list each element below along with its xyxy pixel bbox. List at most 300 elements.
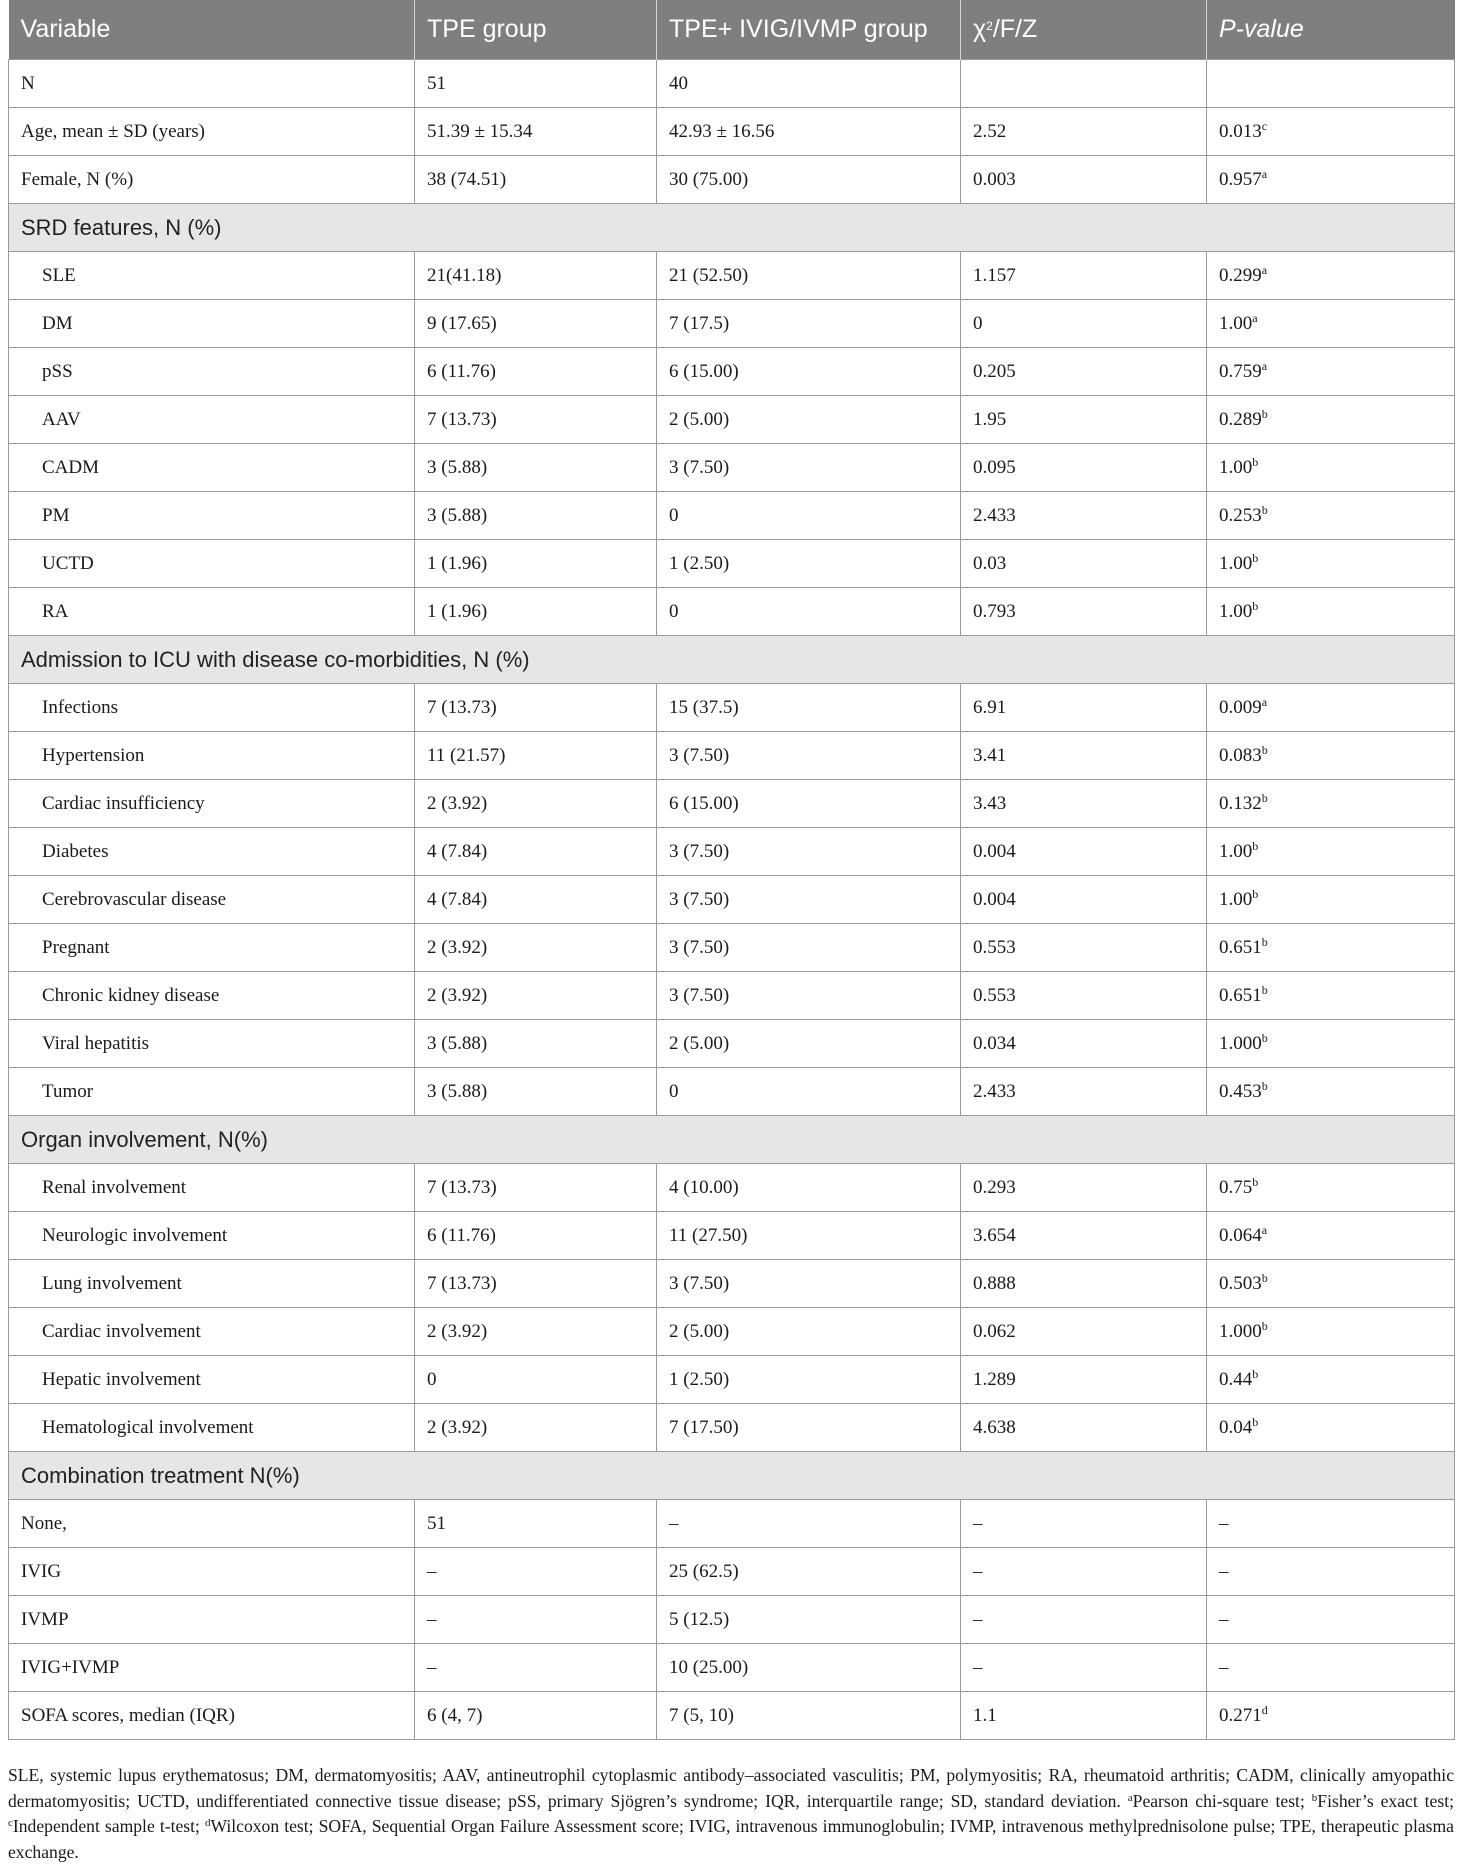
p-value-superscript: b xyxy=(1261,1030,1268,1045)
cell-p-value xyxy=(1207,1596,1455,1644)
cell-statistic xyxy=(961,444,1207,492)
section-label: Organ involvement, N(%) xyxy=(9,1116,1455,1164)
table-footnote xyxy=(8,1763,1454,1865)
cell-variable xyxy=(9,1404,415,1452)
cell-p-value-text: 1.000 xyxy=(1219,1032,1262,1054)
cell-tpe-ivig-text: 3 (7.50) xyxy=(669,936,730,958)
cell-tpe-ivig-text: 25 (62.5) xyxy=(669,1560,739,1582)
cell-p-value-text: 0.009 xyxy=(1219,696,1262,718)
cell-p-value xyxy=(1207,1404,1455,1452)
p-value-superscript: a xyxy=(1261,262,1268,277)
cell-statistic xyxy=(961,348,1207,396)
cell-variable xyxy=(9,1212,415,1260)
cell-tpe xyxy=(415,348,657,396)
cell-tpe-ivig xyxy=(657,156,961,204)
cell-statistic-text: 2.52 xyxy=(973,120,1007,142)
cell-variable-text: RA xyxy=(42,600,69,622)
cell-variable-text: Cerebrovascular disease xyxy=(42,888,227,910)
cell-statistic-text: 3.654 xyxy=(973,1224,1016,1246)
cell-p-value xyxy=(1207,1692,1455,1740)
cell-tpe-ivig xyxy=(657,1548,961,1596)
cell-variable-text: Lung involvement xyxy=(42,1272,182,1294)
cell-tpe-text: 7 (13.73) xyxy=(427,696,497,718)
table-row xyxy=(9,1644,1455,1692)
cell-tpe xyxy=(415,1308,657,1356)
p-value-superscript: b xyxy=(1261,1318,1268,1333)
cell-tpe xyxy=(415,1356,657,1404)
cell-p-value xyxy=(1207,1164,1455,1212)
table-body xyxy=(9,60,1455,1740)
cell-p-value xyxy=(1207,1020,1455,1068)
cell-p-value-text: 0.04 xyxy=(1219,1416,1253,1438)
cell-tpe-ivig xyxy=(657,300,961,348)
footnote-mark-d: d xyxy=(204,1817,211,1829)
cell-tpe-ivig-text: 42.93 ± 16.56 xyxy=(669,120,775,142)
table-row xyxy=(9,1308,1455,1356)
cell-p-value-text: 0.759 xyxy=(1219,360,1262,382)
cell-tpe-ivig xyxy=(657,588,961,636)
cell-tpe-ivig-text: 5 (12.5) xyxy=(669,1608,730,1630)
cell-p-value xyxy=(1207,540,1455,588)
cell-tpe-text: 2 (3.92) xyxy=(427,984,488,1006)
footnote-mark-a: a xyxy=(1127,1791,1133,1804)
cell-statistic-text: 0.062 xyxy=(973,1320,1016,1342)
cell-tpe-text: 2 (3.92) xyxy=(427,936,488,958)
cell-statistic xyxy=(961,588,1207,636)
cell-tpe xyxy=(415,60,657,108)
header-p-value: P-value xyxy=(1207,0,1455,60)
table-row xyxy=(9,876,1455,924)
cell-variable-text: IVMP xyxy=(21,1608,69,1630)
cell-variable-text: Viral hepatitis xyxy=(42,1032,150,1054)
cell-variable xyxy=(9,252,415,300)
cell-variable-text: Tumor xyxy=(42,1080,94,1102)
cell-p-value-text: 0.083 xyxy=(1219,744,1262,766)
cell-tpe-ivig xyxy=(657,1692,961,1740)
cell-statistic xyxy=(961,1212,1207,1260)
cell-tpe xyxy=(415,156,657,204)
cell-tpe-ivig-text: 1 (2.50) xyxy=(669,1368,730,1390)
cell-tpe-ivig xyxy=(657,1068,961,1116)
cell-variable xyxy=(9,972,415,1020)
cell-variable xyxy=(9,1692,415,1740)
cell-tpe xyxy=(415,1164,657,1212)
cell-p-value xyxy=(1207,1068,1455,1116)
table-row xyxy=(9,1260,1455,1308)
cell-p-value-text: 0.44 xyxy=(1219,1368,1253,1390)
table-row xyxy=(9,1164,1455,1212)
cell-variable xyxy=(9,1164,415,1212)
cell-tpe-text: – xyxy=(427,1656,437,1678)
cell-statistic-text: 2.433 xyxy=(973,1080,1016,1102)
section-label: Admission to ICU with disease co-morbidities, N (%) xyxy=(9,636,1455,684)
p-value-superscript: a xyxy=(1252,310,1258,325)
cell-statistic-text: 3.43 xyxy=(973,792,1007,814)
header-variable: Variable xyxy=(9,0,415,60)
data-table-container xyxy=(8,0,1454,1740)
p-value-superscript: b xyxy=(1252,886,1259,901)
cell-p-value xyxy=(1207,396,1455,444)
cell-tpe-ivig xyxy=(657,1212,961,1260)
cell-tpe-ivig-text: 0 xyxy=(669,600,679,622)
cell-tpe-ivig-text: – xyxy=(669,1512,679,1534)
cell-variable-text: N xyxy=(21,72,35,94)
cell-variable xyxy=(9,108,415,156)
cell-statistic xyxy=(961,60,1207,108)
cell-tpe-text: 51 xyxy=(427,72,446,94)
cell-statistic-text: 0 xyxy=(973,312,983,334)
cell-statistic xyxy=(961,924,1207,972)
p-value-superscript: c xyxy=(1261,118,1268,133)
cell-statistic xyxy=(961,1164,1207,1212)
cell-statistic xyxy=(961,1308,1207,1356)
cell-p-value-text: 0.289 xyxy=(1219,408,1262,430)
cell-statistic xyxy=(961,492,1207,540)
comparison-table xyxy=(8,0,1455,1740)
cell-variable-text: Hepatic involvement xyxy=(42,1368,201,1390)
table-row xyxy=(9,1548,1455,1596)
cell-tpe-ivig xyxy=(657,396,961,444)
cell-tpe-ivig-text: 7 (5, 10) xyxy=(669,1704,734,1726)
cell-variable-text: Renal involvement xyxy=(42,1176,187,1198)
cell-tpe-ivig xyxy=(657,60,961,108)
cell-statistic-text: 1.1 xyxy=(973,1704,997,1726)
section-header-row xyxy=(9,636,1455,684)
cell-tpe-ivig xyxy=(657,828,961,876)
cell-tpe-text: 6 (11.76) xyxy=(427,360,496,382)
cell-variable-text: Female, N (%) xyxy=(21,168,134,190)
header-tpe-ivig-group: TPE+ IVIG/IVMP group xyxy=(657,0,961,60)
cell-p-value xyxy=(1207,1212,1455,1260)
cell-tpe-ivig xyxy=(657,1644,961,1692)
cell-variable xyxy=(9,1644,415,1692)
cell-variable xyxy=(9,1548,415,1596)
cell-variable xyxy=(9,828,415,876)
cell-tpe-text: 21(41.18) xyxy=(427,264,502,286)
p-value-superscript: b xyxy=(1261,742,1268,757)
cell-tpe-ivig-text: 2 (5.00) xyxy=(669,1320,730,1342)
p-value-superscript: b xyxy=(1252,1366,1259,1381)
cell-tpe-text: 2 (3.92) xyxy=(427,1320,488,1342)
section-label: SRD features, N (%) xyxy=(9,204,1455,252)
cell-p-value-text: 1.00 xyxy=(1219,840,1253,862)
cell-tpe xyxy=(415,1548,657,1596)
cell-tpe-text: 7 (13.73) xyxy=(427,1176,497,1198)
cell-statistic xyxy=(961,540,1207,588)
cell-variable xyxy=(9,1356,415,1404)
cell-tpe-text: 6 (4, 7) xyxy=(427,1704,483,1726)
p-value-superscript: b xyxy=(1252,838,1259,853)
table-header-row xyxy=(9,0,1455,60)
cell-statistic xyxy=(961,1356,1207,1404)
cell-tpe-text: 51.39 ± 15.34 xyxy=(427,120,533,142)
cell-tpe-ivig xyxy=(657,492,961,540)
cell-tpe-ivig xyxy=(657,780,961,828)
cell-tpe-ivig xyxy=(657,876,961,924)
cell-statistic xyxy=(961,876,1207,924)
cell-variable xyxy=(9,684,415,732)
cell-tpe-ivig xyxy=(657,1500,961,1548)
cell-variable-text: Neurologic involvement xyxy=(42,1224,228,1246)
cell-p-value-text: 0.503 xyxy=(1219,1272,1262,1294)
cell-p-value-text: – xyxy=(1219,1560,1229,1582)
cell-variable-text: CADM xyxy=(42,456,100,478)
cell-tpe-ivig xyxy=(657,108,961,156)
cell-statistic xyxy=(961,108,1207,156)
cell-statistic xyxy=(961,396,1207,444)
cell-tpe-text: 4 (7.84) xyxy=(427,888,488,910)
p-value-superscript: b xyxy=(1252,550,1259,565)
cell-p-value-text: 1.00 xyxy=(1219,600,1253,622)
p-value-superscript: b xyxy=(1261,1078,1268,1093)
cell-variable-text: Cardiac involvement xyxy=(42,1320,201,1342)
p-value-superscript: d xyxy=(1261,1702,1268,1717)
cell-p-value-text: 1.00 xyxy=(1219,312,1253,334)
table-row xyxy=(9,492,1455,540)
cell-tpe xyxy=(415,252,657,300)
cell-variable xyxy=(9,396,415,444)
table-row xyxy=(9,684,1455,732)
cell-tpe-text: 9 (17.65) xyxy=(427,312,497,334)
cell-p-value xyxy=(1207,60,1455,108)
cell-tpe-ivig-text: 11 (27.50) xyxy=(669,1224,748,1246)
cell-tpe-ivig-text: 3 (7.50) xyxy=(669,456,730,478)
cell-variable xyxy=(9,924,415,972)
cell-p-value xyxy=(1207,828,1455,876)
table-row xyxy=(9,1020,1455,1068)
cell-variable-text: SLE xyxy=(42,264,76,286)
cell-tpe-ivig xyxy=(657,732,961,780)
cell-tpe-text: 11 (21.57) xyxy=(427,744,506,766)
table-row xyxy=(9,156,1455,204)
cell-tpe-ivig xyxy=(657,1356,961,1404)
p-value-superscript: b xyxy=(1252,598,1259,613)
table-row xyxy=(9,252,1455,300)
table-row xyxy=(9,1356,1455,1404)
cell-statistic-text: 1.157 xyxy=(973,264,1016,286)
cell-tpe-ivig-text: 4 (10.00) xyxy=(669,1176,739,1198)
p-value-superscript: a xyxy=(1261,358,1268,373)
section-label: Combination treatment N(%) xyxy=(9,1452,1455,1500)
cell-variable-text: pSS xyxy=(42,360,73,382)
cell-variable-text: DM xyxy=(42,312,73,334)
cell-p-value-text: 0.75 xyxy=(1219,1176,1253,1198)
cell-tpe-text: 7 (13.73) xyxy=(427,1272,497,1294)
cell-tpe-text: 3 (5.88) xyxy=(427,504,488,526)
table-row xyxy=(9,1500,1455,1548)
cell-tpe-ivig xyxy=(657,1020,961,1068)
cell-tpe xyxy=(415,828,657,876)
section-header-row xyxy=(9,1452,1455,1500)
cell-p-value-text: 0.651 xyxy=(1219,936,1262,958)
cell-p-value-text: 0.013 xyxy=(1219,120,1262,142)
cell-p-value xyxy=(1207,444,1455,492)
cell-statistic-text: 0.553 xyxy=(973,936,1016,958)
cell-p-value-text: 1.00 xyxy=(1219,456,1253,478)
cell-tpe-text: 2 (3.92) xyxy=(427,1416,488,1438)
cell-p-value xyxy=(1207,300,1455,348)
cell-tpe-ivig-text: 21 (52.50) xyxy=(669,264,749,286)
cell-tpe-ivig-text: 2 (5.00) xyxy=(669,1032,730,1054)
cell-p-value xyxy=(1207,732,1455,780)
cell-p-value xyxy=(1207,684,1455,732)
cell-p-value-text: 0.957 xyxy=(1219,168,1262,190)
cell-tpe-ivig xyxy=(657,252,961,300)
cell-tpe-ivig-text: 7 (17.5) xyxy=(669,312,730,334)
cell-variable-text: AAV xyxy=(42,408,81,430)
cell-tpe-ivig xyxy=(657,540,961,588)
cell-tpe-ivig xyxy=(657,1164,961,1212)
cell-statistic-text: 4.638 xyxy=(973,1416,1016,1438)
cell-statistic xyxy=(961,1404,1207,1452)
section-header-row xyxy=(9,1116,1455,1164)
cell-statistic xyxy=(961,252,1207,300)
cell-statistic-text: 0.793 xyxy=(973,600,1016,622)
table-row xyxy=(9,348,1455,396)
table-row xyxy=(9,1692,1455,1740)
table-row xyxy=(9,1596,1455,1644)
p-value-superscript: a xyxy=(1261,166,1268,181)
cell-p-value xyxy=(1207,780,1455,828)
table-row xyxy=(9,1212,1455,1260)
cell-p-value xyxy=(1207,588,1455,636)
cell-tpe-ivig-text: 0 xyxy=(669,504,679,526)
cell-tpe-ivig xyxy=(657,1404,961,1452)
cell-p-value xyxy=(1207,348,1455,396)
cell-tpe-ivig-text: 0 xyxy=(669,1080,679,1102)
cell-tpe xyxy=(415,300,657,348)
cell-tpe-ivig-text: 3 (7.50) xyxy=(669,1272,730,1294)
cell-variable-text: Diabetes xyxy=(42,840,109,862)
p-value-superscript: b xyxy=(1261,790,1268,805)
cell-variable-text: SOFA scores, median (IQR) xyxy=(21,1704,235,1726)
cell-statistic xyxy=(961,1020,1207,1068)
cell-variable xyxy=(9,1500,415,1548)
cell-statistic xyxy=(961,1692,1207,1740)
cell-statistic xyxy=(961,1644,1207,1692)
p-value-superscript: a xyxy=(1261,694,1268,709)
cell-tpe-ivig-text: 15 (37.5) xyxy=(669,696,739,718)
cell-p-value-text: 0.064 xyxy=(1219,1224,1262,1246)
cell-tpe-ivig-text: 30 (75.00) xyxy=(669,168,749,190)
footnote-mark-b: b xyxy=(1311,1791,1318,1804)
cell-tpe xyxy=(415,1212,657,1260)
cell-p-value xyxy=(1207,924,1455,972)
cell-tpe xyxy=(415,1596,657,1644)
footnote-text-d: Wilcoxon test; SOFA, Sequential Organ Failure Assessment score; IVIG, intravenous immunoglobulin; IVMP, intravenous methylprednisolone pulse; TPE, therapeutic plasma exchange. xyxy=(8,1816,1454,1862)
cell-p-value xyxy=(1207,1308,1455,1356)
section-header-row xyxy=(9,204,1455,252)
footnote-text-a: Pearson chi-square test; xyxy=(1132,1790,1312,1811)
cell-statistic-text: 0.003 xyxy=(973,168,1016,190)
cell-statistic-text: 0.03 xyxy=(973,552,1007,574)
cell-variable xyxy=(9,1308,415,1356)
cell-tpe-ivig xyxy=(657,1260,961,1308)
cell-variable xyxy=(9,1068,415,1116)
cell-tpe-ivig-text: 3 (7.50) xyxy=(669,840,730,862)
cell-variable-text: IVIG xyxy=(21,1560,62,1582)
cell-p-value-text: 0.453 xyxy=(1219,1080,1262,1102)
table-row xyxy=(9,780,1455,828)
cell-tpe-ivig-text: 1 (2.50) xyxy=(669,552,730,574)
cell-variable xyxy=(9,156,415,204)
cell-variable xyxy=(9,348,415,396)
cell-tpe-text: 4 (7.84) xyxy=(427,840,488,862)
cell-statistic xyxy=(961,1596,1207,1644)
header-statistic: $\chi^2/F/Z$ xyxy=(961,0,1207,60)
cell-tpe-text: 0 xyxy=(427,1368,437,1390)
cell-statistic-text: 6.91 xyxy=(973,696,1007,718)
cell-tpe xyxy=(415,972,657,1020)
footnote-abbreviations: SLE, systemic lupus erythematosus; DM, dermatomyositis; AAV, antineutrophil cytoplasmic antibody–associated vasculitis; PM, polymyositis; RA, rheumatoid arthritis; CADM, clinically amyopathic dermatomyositis; UCTD, undifferentiated connective tissue disease; pSS, primary Sjögren’s syndrome; IQR, interquartile range; SD, standard deviation. xyxy=(8,1765,1454,1811)
cell-tpe xyxy=(415,1500,657,1548)
cell-statistic-text: 1.95 xyxy=(973,408,1007,430)
cell-p-value-text: 1.000 xyxy=(1219,1320,1262,1342)
p-value-superscript: b xyxy=(1261,934,1268,949)
cell-p-value xyxy=(1207,252,1455,300)
cell-tpe-text: 1 (1.96) xyxy=(427,600,488,622)
cell-variable-text: UCTD xyxy=(42,552,94,574)
cell-tpe-text: 1 (1.96) xyxy=(427,552,488,574)
cell-tpe xyxy=(415,780,657,828)
cell-p-value xyxy=(1207,1548,1455,1596)
cell-tpe xyxy=(415,684,657,732)
cell-tpe xyxy=(415,588,657,636)
cell-p-value-text: – xyxy=(1219,1608,1229,1630)
cell-tpe-ivig-text: 3 (7.50) xyxy=(669,984,730,1006)
cell-variable-text: PM xyxy=(42,504,70,526)
cell-statistic-text: 0.095 xyxy=(973,456,1016,478)
cell-variable-text: Hypertension xyxy=(42,744,145,766)
table-row xyxy=(9,108,1455,156)
cell-tpe xyxy=(415,540,657,588)
cell-p-value xyxy=(1207,156,1455,204)
p-value-superscript: b xyxy=(1261,1270,1268,1285)
cell-statistic-text: 0.553 xyxy=(973,984,1016,1006)
cell-tpe xyxy=(415,1692,657,1740)
table-row xyxy=(9,732,1455,780)
table-row xyxy=(9,924,1455,972)
cell-p-value-text: 1.00 xyxy=(1219,888,1253,910)
cell-variable-text: Chronic kidney disease xyxy=(42,984,220,1006)
cell-tpe-text: 3 (5.88) xyxy=(427,1032,488,1054)
cell-tpe-text: 7 (13.73) xyxy=(427,408,497,430)
cell-statistic xyxy=(961,1260,1207,1308)
cell-variable xyxy=(9,1596,415,1644)
p-value-superscript: b xyxy=(1252,1174,1259,1189)
cell-variable xyxy=(9,732,415,780)
p-value-superscript: b xyxy=(1261,406,1268,421)
cell-tpe-text: – xyxy=(427,1560,437,1582)
cell-statistic-text: 0.293 xyxy=(973,1176,1016,1198)
cell-p-value xyxy=(1207,108,1455,156)
cell-p-value xyxy=(1207,1356,1455,1404)
table-row xyxy=(9,396,1455,444)
cell-tpe-text: – xyxy=(427,1608,437,1630)
cell-tpe-ivig-text: 2 (5.00) xyxy=(669,408,730,430)
cell-variable xyxy=(9,1020,415,1068)
cell-tpe-ivig-text: 6 (15.00) xyxy=(669,360,739,382)
cell-tpe-ivig xyxy=(657,1308,961,1356)
cell-variable-text: Cardiac insufficiency xyxy=(42,792,205,814)
cell-p-value-text: 0.271 xyxy=(1219,1704,1262,1726)
cell-p-value xyxy=(1207,1500,1455,1548)
cell-tpe-text: 6 (11.76) xyxy=(427,1224,496,1246)
cell-variable xyxy=(9,876,415,924)
cell-variable-text: IVIG+IVMP xyxy=(21,1656,120,1678)
cell-tpe xyxy=(415,924,657,972)
cell-p-value-text: – xyxy=(1219,1512,1229,1534)
